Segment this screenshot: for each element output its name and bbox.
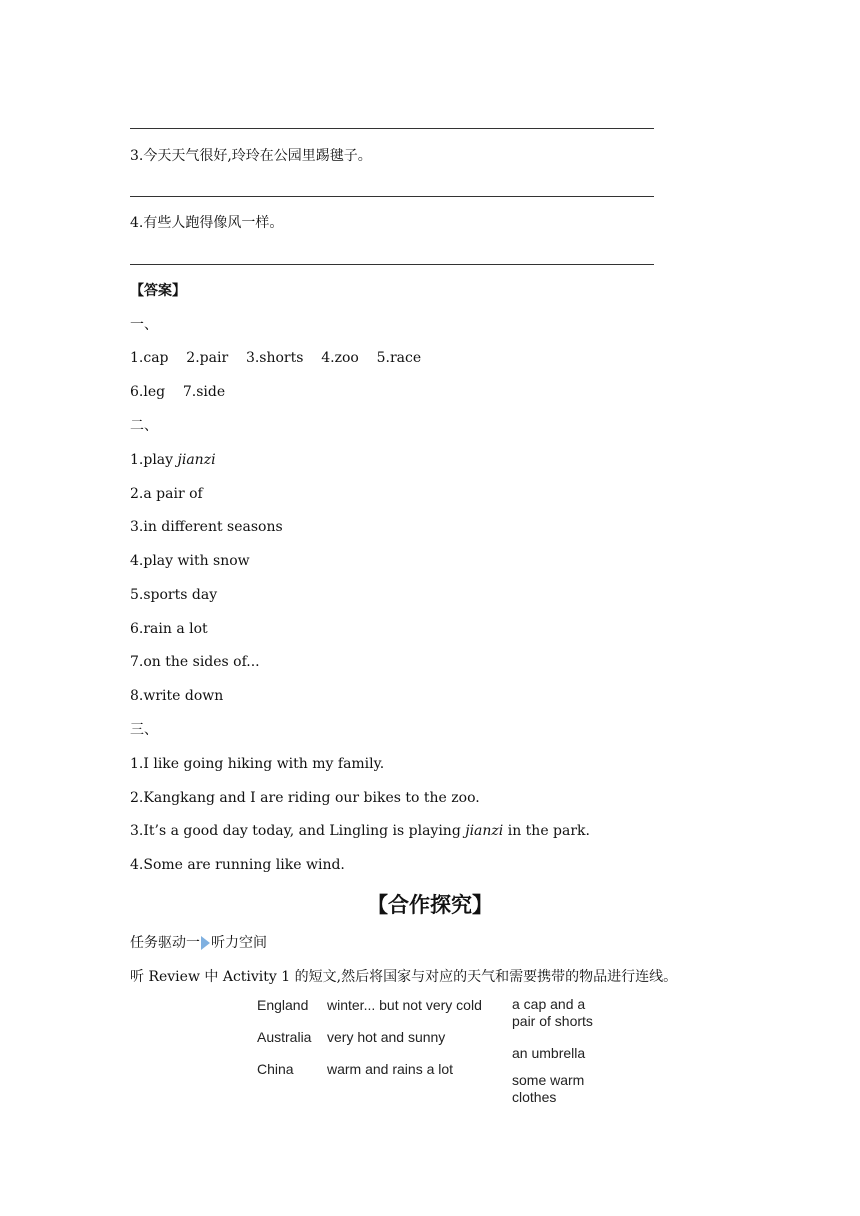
part1-row2: 6.leg 7.side (130, 384, 226, 400)
weather-1: winter... but not very cold (327, 997, 482, 1013)
item-umbrella: an umbrella (512, 1045, 586, 1061)
task-right: 听力空间 (211, 935, 267, 951)
part2-item3: 3.in different seasons (130, 519, 283, 535)
part3-label: 三、 (130, 722, 158, 738)
part2-item1-italic: jianzi (177, 452, 216, 468)
answer-line-4 (130, 264, 654, 265)
part2-item7: 7.on the sides of... (130, 654, 260, 670)
part3-item2: 2.Kangkang and I are riding our bikes to the zoo. (130, 790, 480, 806)
part3-item3-italic: jianzi (465, 823, 504, 839)
arrow-right-icon (201, 936, 210, 950)
item-cap-shorts: a cap and a pair of shorts (512, 996, 593, 1029)
answers-title: 【答案】 (130, 283, 186, 299)
part2-label: 二、 (130, 418, 158, 434)
matching-figure (252, 990, 622, 1110)
part1-label: 一、 (130, 317, 158, 333)
task-left: 任务驱动一 (130, 935, 200, 951)
part1-row1: 1.cap 2.pair 3.shorts 4.zoo 5.race (130, 350, 422, 366)
part2-item1-prefix: 1.play (130, 452, 178, 468)
weather-2: very hot and sunny (327, 1029, 446, 1045)
answer-line-3 (130, 196, 654, 197)
part2-item8: 8.write down (130, 688, 224, 704)
answer-line-2 (130, 128, 654, 129)
part3-item3-suffix: in the park. (503, 823, 590, 839)
part2-item1 (130, 450, 216, 470)
part3-item3 (130, 821, 590, 841)
part3-item1: 1.I like going hiking with my family. (130, 756, 385, 772)
part2-item6: 6.rain a lot (130, 621, 208, 637)
task-line (130, 933, 267, 953)
part2-item4: 4.play with snow (130, 553, 250, 569)
item-warm-clothes: some warm clothes (512, 1072, 585, 1105)
section-title: 【合作探究】 (367, 893, 493, 917)
part2-item5: 5.sports day (130, 587, 218, 603)
sentence-4: 4.有些人跑得像风一样。 (130, 215, 284, 231)
part3-item3-prefix: 3.It’s a good day today, and Lingling is playing (130, 823, 466, 839)
part2-item2: 2.a pair of (130, 486, 203, 502)
weather-3: warm and rains a lot (327, 1061, 454, 1077)
part3-item4: 4.Some are running like wind. (130, 857, 345, 873)
country-australia: Australia (257, 1029, 312, 1045)
country-england: England (257, 997, 309, 1013)
sentence-3: 3.今天天气很好,玲玲在公园里踢毽子。 (130, 148, 372, 164)
country-china: China (257, 1061, 294, 1077)
instruction: 听 Review 中 Activity 1 的短文,然后将国家与对应的天气和需要携带的物品进行连线。 (130, 969, 678, 985)
